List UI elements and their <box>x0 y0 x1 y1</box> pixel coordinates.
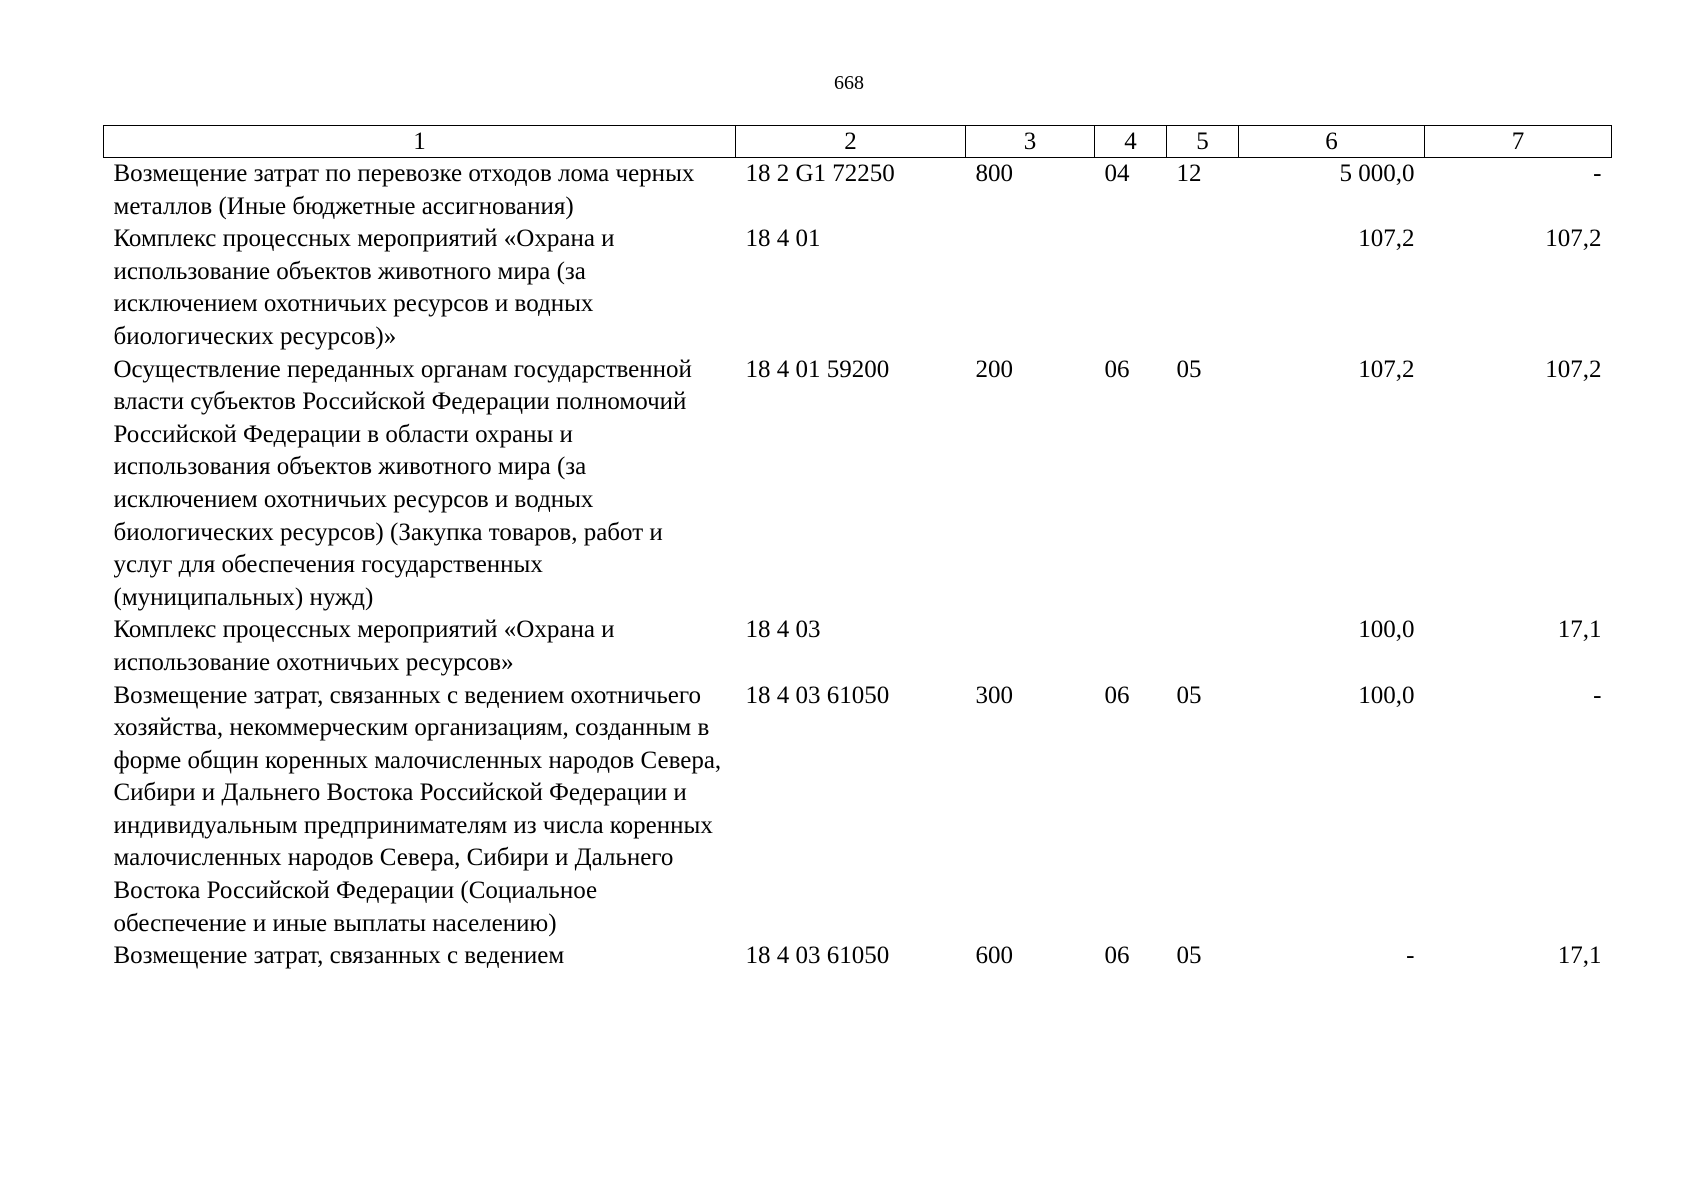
row-amount-col6: 5 000,0 <box>1339 160 1415 187</box>
row-amount-col6: 100,0 <box>1358 681 1415 709</box>
row-amount-col6: 107,2 <box>1358 355 1415 383</box>
row-section: 06 <box>1104 942 1130 970</box>
row-amount-col7: 107,2 <box>1545 225 1602 253</box>
row-expense-type: 300 <box>975 681 1013 709</box>
row-amount-col6: - <box>1406 942 1415 970</box>
row-amount-col7: 17,1 <box>1557 942 1602 970</box>
table-row <box>104 614 1612 679</box>
column-header-1: 1 <box>104 126 736 158</box>
table-header-row <box>104 126 1612 158</box>
column-header-2: 2 <box>736 126 966 158</box>
column-header-5: 5 <box>1167 126 1239 158</box>
row-target-code: 18 4 03 <box>745 616 821 644</box>
page-number: 668 <box>834 72 864 94</box>
table-row <box>104 940 1612 973</box>
row-section: 04 <box>1104 160 1130 187</box>
row-expense-type: 600 <box>975 942 1013 970</box>
row-expense-type <box>966 223 1095 353</box>
row-subsection: 05 <box>1176 942 1202 970</box>
table-row <box>104 158 1612 224</box>
table-row <box>104 680 1612 941</box>
row-name: Возмещение затрат по перевозке отходов лома черных металлов (Иные бюджетные ассигнования) <box>113 160 695 220</box>
row-amount-col7: - <box>1593 681 1602 709</box>
row-section: 06 <box>1104 355 1130 383</box>
column-header-4: 4 <box>1095 126 1167 158</box>
row-name: Комплекс процессных мероприятий «Охрана и использование охотничьих ресурсов» <box>113 616 615 676</box>
row-subsection <box>1167 614 1239 679</box>
row-section <box>1095 614 1167 679</box>
row-target-code: 18 2 G1 72250 <box>745 160 895 187</box>
row-amount-col7: 17,1 <box>1557 616 1602 644</box>
row-subsection: 12 <box>1176 160 1202 187</box>
table-row <box>104 354 1612 615</box>
row-amount-col6: 107,2 <box>1358 225 1415 253</box>
row-target-code: 18 4 01 <box>745 225 821 253</box>
budget-table <box>103 125 1612 973</box>
row-name: Комплекс процессных мероприятий «Охрана и использование объектов животного мира (за исключением охотничьих ресурсов и водных биологических ресурсов)» <box>113 225 615 350</box>
row-subsection: 05 <box>1176 681 1202 709</box>
row-expense-type <box>966 614 1095 679</box>
row-expense-type: 200 <box>975 355 1013 383</box>
column-header-3: 3 <box>966 126 1095 158</box>
row-target-code: 18 4 03 61050 <box>745 681 890 709</box>
row-name: Осуществление переданных органам государственной власти субъектов Российской Федерации полномочий Российской Федерации в области охраны и использования объектов животного мира (за исключением охотничьих ресурсов и водных биологических ресурсов) (Закупка товаров, работ и услуг для обеспечения государственных (муниципальных) нужд) <box>113 355 692 611</box>
row-amount-col7: 107,2 <box>1545 355 1602 383</box>
row-amount-col6: 100,0 <box>1358 616 1415 644</box>
row-target-code: 18 4 01 59200 <box>745 355 890 383</box>
row-subsection <box>1167 223 1239 353</box>
row-expense-type: 800 <box>975 160 1013 187</box>
row-name: Возмещение затрат, связанных с ведением охотничьего хозяйства, некоммерческим организациям, созданным в форме общин коренных малочисленных народов Севера, Сибири и Дальнего Востока Российской Федерации и индивидуальным предпринимателям из числа коренных малочисленных народов Севера, Сибири и Дальнего Востока Российской Федерации (Социальное обеспечение и иные выплаты населению) <box>113 681 722 937</box>
row-subsection: 05 <box>1176 355 1202 383</box>
column-header-6: 6 <box>1239 126 1425 158</box>
row-target-code: 18 4 03 61050 <box>745 942 890 970</box>
row-section: 06 <box>1104 681 1130 709</box>
column-header-7: 7 <box>1425 126 1612 158</box>
row-amount-col7: - <box>1593 160 1602 187</box>
row-name: Возмещение затрат, связанных с ведением <box>113 942 565 970</box>
table-row <box>104 223 1612 353</box>
row-section <box>1095 223 1167 353</box>
